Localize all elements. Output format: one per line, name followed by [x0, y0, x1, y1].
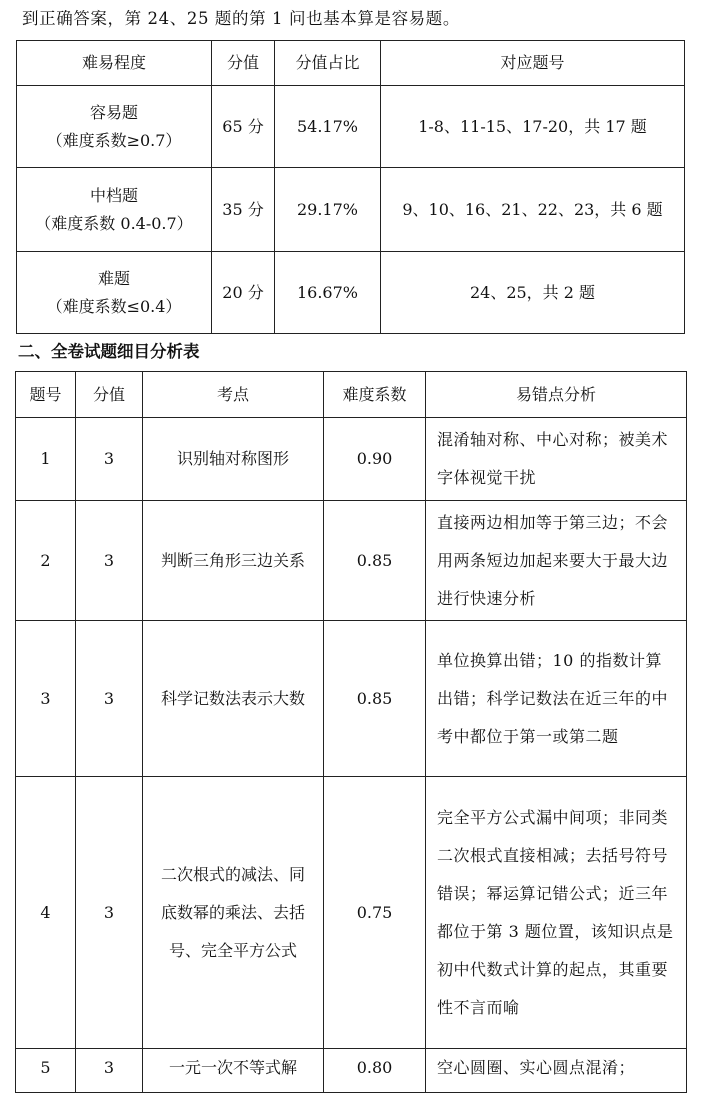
- error-analysis-text: 空心圆圈、实心圆点混淆；: [437, 1058, 636, 1077]
- question-detail-table: [15, 371, 687, 1093]
- difficulty-level-cell: [17, 86, 212, 168]
- question-number-cell: 3: [16, 621, 76, 777]
- difficulty-criterion: （难度系数≥0.7）: [46, 130, 182, 150]
- error-analysis-cell: [426, 418, 687, 501]
- question-number-cell: 1: [16, 418, 76, 501]
- question-number: 5: [40, 1058, 51, 1077]
- score-cell: 35 分: [212, 168, 275, 252]
- question-numbers-cell: 1-8、11-15、17-20，共 17 题: [381, 86, 685, 168]
- difficulty-level: 容易题: [89, 103, 138, 123]
- column-header: 易错点分析: [426, 372, 687, 418]
- column-header: 分值占比: [275, 41, 381, 86]
- column-header: 难易程度: [17, 41, 212, 86]
- error-analysis-cell: [426, 1049, 687, 1093]
- error-analysis-text: 单位换算出错；10 的指数计算出错；科学记数法在近三年的中考中都位于第一或第二题: [437, 650, 669, 746]
- column-header: 分值: [212, 41, 275, 86]
- table-row: [17, 86, 685, 168]
- score-cell: 3: [76, 418, 143, 501]
- topic-cell: [143, 501, 324, 621]
- table-row: [17, 168, 685, 252]
- table-row: [17, 252, 685, 334]
- ratio-cell: 29.17%: [275, 168, 381, 252]
- topic-text: 识别轴对称图形: [176, 449, 289, 468]
- column-header: 对应题号: [381, 41, 685, 86]
- table-row: [16, 621, 687, 777]
- question-number-cell: [16, 1049, 76, 1093]
- score-cell: 20 分: [212, 252, 275, 334]
- score-cell: [76, 1049, 143, 1093]
- error-analysis-text: 完全平方公式漏中间项；非同类二次根式直接相减；去括号符号错误；幂运算记错公式；近三年都位于第 3 题位置，该知识点是初中代数式计算的起点，其重要性不言而喻: [437, 807, 674, 1017]
- topic-cell: [143, 418, 324, 501]
- difficulty-coefficient-cell: 0.85: [324, 621, 426, 777]
- error-analysis-cell: [426, 621, 687, 777]
- difficulty-distribution-table: [16, 40, 685, 334]
- difficulty-coefficient-cell: 0.75: [324, 777, 426, 1049]
- difficulty-level: 中档题: [89, 186, 138, 206]
- question-number-cell: 2: [16, 501, 76, 621]
- table-row: [16, 501, 687, 621]
- score-cell: 65 分: [212, 86, 275, 168]
- question-numbers-cell: 24、25，共 2 题: [381, 252, 685, 334]
- difficulty-coefficient: 0.80: [356, 1058, 393, 1077]
- error-analysis-cell: [426, 501, 687, 621]
- difficulty-criterion: （难度系数≤0.4）: [46, 296, 182, 316]
- score-cell: 3: [76, 621, 143, 777]
- table-header-row: [17, 41, 685, 86]
- intro-text: 到正确答案，第 24、25 题的第 1 问也基本算是容易题。: [22, 9, 460, 28]
- table-row: [16, 418, 687, 501]
- question-number-cell: 4: [16, 777, 76, 1049]
- error-analysis-cell: [426, 777, 687, 1049]
- table-header-row: [16, 372, 687, 418]
- score-cell: 3: [76, 501, 143, 621]
- difficulty-coefficient-cell: 0.85: [324, 501, 426, 621]
- difficulty-criterion: （难度系数 0.4-0.7）: [35, 213, 193, 233]
- difficulty-level-cell: [17, 168, 212, 252]
- error-analysis-text: 混淆轴对称、中心对称；被美术字体视觉干扰: [437, 430, 669, 487]
- column-header: 题号: [16, 372, 76, 418]
- topic-text: 一元一次不等式解: [168, 1058, 297, 1077]
- difficulty-level-cell: [17, 252, 212, 334]
- difficulty-coefficient-cell: [324, 1049, 426, 1093]
- topic-cell: [143, 621, 324, 777]
- topic-cell: [143, 777, 324, 1049]
- difficulty-coefficient-cell: 0.90: [324, 418, 426, 501]
- question-numbers-cell: 9、10、16、21、22、23，共 6 题: [381, 168, 685, 252]
- error-analysis-text: 直接两边相加等于第三边；不会用两条短边加起来要大于最大边进行快速分析: [437, 512, 669, 608]
- column-header: 考点: [143, 372, 324, 418]
- topic-cell: [143, 1049, 324, 1093]
- column-header: 分值: [76, 372, 143, 418]
- topic-text: 判断三角形三边关系: [160, 550, 305, 570]
- ratio-cell: 16.67%: [275, 252, 381, 334]
- ratio-cell: 54.17%: [275, 86, 381, 168]
- table-row: [16, 1049, 687, 1093]
- score: 3: [103, 1058, 115, 1077]
- difficulty-level: 难题: [97, 269, 130, 289]
- topic-text: 科学记数法表示大数: [160, 688, 305, 708]
- column-header: 难度系数: [324, 372, 426, 418]
- topic-text: 二次根式的减法、同底数幂的乘法、去括号、完全平方公式: [160, 864, 305, 960]
- score-cell: 3: [76, 777, 143, 1049]
- section-title: 二、全卷试题细目分析表: [18, 342, 200, 361]
- table-row: [16, 777, 687, 1049]
